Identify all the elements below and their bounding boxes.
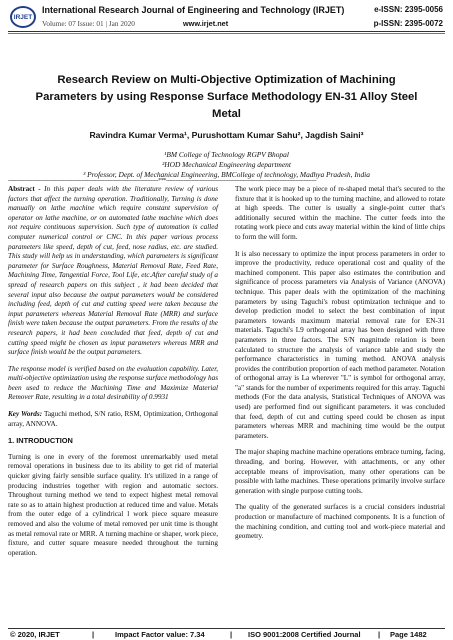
volume-issue: Volume: 07 Issue: 01 | Jan 2020 <box>42 19 135 28</box>
section-separator: ----------------------------------------------------------------------------------------------***---------------------------------------------------------------------------------------------- <box>8 178 317 184</box>
paper-authors: Ravindra Kumar Verma¹, Purushottam Kumar Sahu², Jagdish Saini³ <box>89 130 364 140</box>
header-rule <box>8 31 445 32</box>
p-issn: p-ISSN: 2395-0072 <box>373 19 443 28</box>
body-paragraph-3: The major shaping machine machine operations embrace turning, facing, threading, and boring. However, with attachments, or any other acceptable means of improvisation, many other operations can be possible with lathe machines. These operations primarily involve surface generation with single purpose cutting tools. <box>235 448 445 495</box>
affiliation-3: ³ Professor, Dept. of Mechanical Engineering, BMCollege of technology, Madhya Pradesh, India <box>83 170 370 179</box>
journal-website[interactable]: www.irjet.net <box>183 19 229 28</box>
keywords <box>8 410 218 429</box>
abstract-paragraph-2: The response model is verified based on the evaluation capability. Later, multi-objective optimization using the response surface methodology has been used to reduce the Machining Time and Maximize Material Remover Rate, resulting in a total desirability of 0.9931 <box>8 364 218 402</box>
footer-separator: | <box>92 630 95 639</box>
footer-page-number: Page 1482 <box>390 630 427 639</box>
e-issn: e-ISSN: 2395-0056 <box>374 5 443 14</box>
left-column <box>8 185 218 565</box>
paper-title: Research Review on Multi-Objective Optimization of Machining Parameters by using Response Surface Methodology EN-31 Alloy Steel Metal <box>35 74 418 120</box>
keywords-label: Key Words: <box>8 410 43 419</box>
body-paragraph-4: The quality of the generated surfaces is a crucial considers industrial production or manufacture of machined components. It is a function of the machining condition, and cutting tool and work-piece material and geometry. <box>235 503 445 541</box>
footer-copyright: © 2020, IRJET <box>10 630 60 639</box>
keywords-text: Taguchi method, S/N ratio, RSM, Optimization, Orthogonal array, ANNOVA. <box>8 410 218 428</box>
affiliation-1: ¹BM College of Technology RGPV Bhopal <box>164 150 289 159</box>
footer-separator: | <box>378 630 381 639</box>
irjet-logo: IRJET <box>10 6 36 28</box>
abstract <box>8 185 218 358</box>
footer-separator: | <box>230 630 233 639</box>
abstract-label: Abstract - <box>8 185 41 193</box>
body-paragraph-1: The work piece may be a piece of re-shaped metal that's secured to the fixture that it is hooked up to the turning machine, and allowed to rotate at high speeds. The cutter is usually a single-point cutter that's additionally secured within the machine. The cutter feeds into the rotating work piece and cuts away material within the kind of little chips to form the will form. <box>235 185 445 241</box>
journal-name: International Research Journal of Engineering and Technology (IRJET) <box>42 5 345 15</box>
affiliation-2: ²HOD Mechanical Engineering department <box>162 160 291 169</box>
header-rule-thin <box>8 33 445 34</box>
footer-impact-factor: Impact Factor value: 7.34 <box>115 630 205 639</box>
body-paragraph-2: It is also necessary to optimize the input process parameters in order to improve the productivity, reduce operational cost and quality of the machined component. This paper also estimates the contribution and significance of process parameters via Analysis of Variance (ANOVA) technique. This paper deals with the optimization of the machining parameters by using Taguchi's robust optimization technique and to develop prediction model to select the best combination of input parameters towards maximum material removal rate for EN-31 materials. Taguchi's L9 orthogonal array has been designed with three parameters in three factors. The S/N magnitude relation is been calculated to structure the analysis of variance table and study the performance characteristics in turning method. ANOVA analysis provides the contribution proportion of each method parameter. Notation of orthogonal array is La wherever "L" is symbol for orthogonal array, "a" stands for the number of experiments required for this array. Taguchi methods (For the data analysis, Statistical Techniques of ANOVA was used) are performed find out significant parameters. it was concluded that feed, depth of cut and cutting speed could be chosen as input parameters whereas MRR and machining time would be the output parameters. <box>235 249 445 440</box>
footer-iso: ISO 9001:2008 Certified Journal <box>248 630 361 639</box>
abstract-text: In this paper deals with the literature review of various factors that affect the turning operation. Traditionally, Turning is done manually on lathe machine which require constant supervision of operator on lathe machine, or on automated lathe machine which does not require continuous supervision. Such type of automation is called computer numerical control or CNC. In this paper various process parameters like speed, depth of cut, feed, nose radius, etc. are studied. This study will help us in understanding, which parameters is significant parameter for Surface Roughness, Material Removal Rate, Feed Rate, Machining Time, Tangential Force, Tool Life, etc.After careful study of a spread of research papers on this subject , it had been decided that several input also because the output parameters would be considered including feed, depth of cut and cutting speed were taken because the input parameters whereas Material Removal Rate (MRR) and surface finish were taken because the output parameters. From the results of the research papers, it had been concluded that feed, depth of cut and cutting speed might be chosen as input parameters whereas MRR and surface finish would be the output parameters. <box>8 185 218 357</box>
journal-header <box>0 0 453 40</box>
intro-paragraph: Turning is one in every of the foremost unremarkably used metal removal operations in business due to its ability to get rid of material quicker giving fairly sensible surface quality. It's utilized in a range of producing industries together with region and automatic sectors. Throughout turning method we tend to expect highest metal removal rate so as to attain highest production at reduced time and value. Metals from the outer edge of a cylindrical l work piece square measure removed and also the volume of metal removed per unit time is thought as metal removal rate or MRR. A turning machine or shaper, work piece, fixture, and cutter square measure needed throughout the turning operation. <box>8 452 218 557</box>
right-column <box>235 185 445 549</box>
section-heading-introduction: 1. INTRODUCTION <box>8 436 73 446</box>
footer-rule <box>8 628 445 629</box>
